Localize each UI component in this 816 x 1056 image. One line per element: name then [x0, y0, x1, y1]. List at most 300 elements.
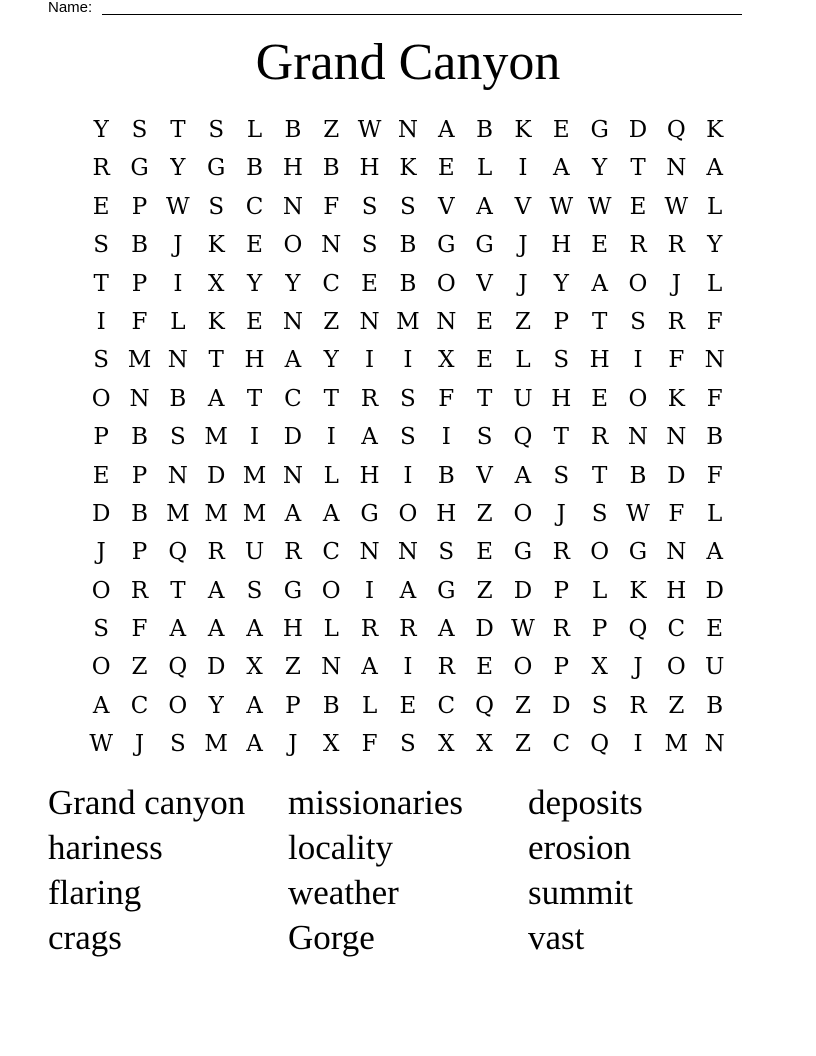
- grid-cell[interactable]: J: [671, 270, 681, 297]
- grid-cell[interactable]: R: [590, 424, 609, 451]
- grid-cell[interactable]: B: [399, 270, 417, 297]
- grid-cell[interactable]: K: [514, 117, 532, 143]
- word-list-item: flaring: [48, 873, 142, 912]
- grid-cell[interactable]: F: [706, 308, 723, 335]
- grid-cell[interactable]: D: [628, 117, 648, 143]
- grid-cell[interactable]: Q: [513, 424, 533, 451]
- grid-cell[interactable]: F: [438, 385, 455, 412]
- grid-cell[interactable]: Y: [553, 270, 569, 297]
- grid-cell[interactable]: V: [437, 193, 455, 220]
- grid-cell[interactable]: X: [476, 731, 493, 758]
- grid-cell[interactable]: K: [706, 117, 724, 143]
- grid-cell[interactable]: E: [361, 270, 378, 297]
- grid-cell[interactable]: P: [131, 539, 148, 566]
- grid-cell[interactable]: N: [282, 193, 303, 220]
- grid-cell[interactable]: C: [437, 692, 456, 719]
- grid-cell[interactable]: B: [246, 155, 263, 182]
- grid-cell[interactable]: X: [591, 654, 608, 681]
- grid-cell[interactable]: I: [403, 347, 413, 374]
- grid-cell[interactable]: W: [166, 193, 190, 220]
- grid-cell[interactable]: P: [131, 193, 148, 220]
- grid-cell[interactable]: G: [590, 117, 609, 143]
- grid-cell[interactable]: T: [170, 117, 186, 143]
- grid-cell[interactable]: R: [207, 539, 225, 566]
- grid-cell[interactable]: K: [207, 232, 225, 259]
- grid-cell[interactable]: B: [437, 462, 455, 489]
- grid-cell[interactable]: T: [246, 385, 263, 412]
- grid-cell[interactable]: J: [288, 731, 298, 758]
- grid-cell[interactable]: L: [361, 692, 378, 719]
- grid-cell[interactable]: M: [204, 500, 228, 527]
- grid-cell[interactable]: I: [365, 347, 375, 374]
- grid-cell[interactable]: P: [285, 692, 301, 719]
- grid-cell[interactable]: E: [399, 692, 417, 719]
- grid-cell[interactable]: A: [514, 462, 532, 489]
- grid-cell[interactable]: N: [359, 308, 380, 335]
- grid-cell[interactable]: M: [396, 308, 420, 335]
- grid-cell[interactable]: M: [166, 500, 190, 527]
- grid-cell[interactable]: X: [323, 731, 340, 758]
- name-field-row: [48, 0, 742, 17]
- grid-cell[interactable]: V: [476, 462, 493, 489]
- grid-cell[interactable]: E: [476, 539, 493, 566]
- grid-cell[interactable]: W: [626, 500, 650, 527]
- grid-cell[interactable]: E: [476, 654, 493, 681]
- grid-cell[interactable]: C: [322, 539, 341, 566]
- grid-cell[interactable]: A: [246, 731, 263, 758]
- grid-cell[interactable]: G: [360, 500, 379, 527]
- grid-cell[interactable]: E: [591, 385, 609, 412]
- grid-cell[interactable]: E: [629, 193, 647, 220]
- grid-cell[interactable]: W: [89, 731, 113, 758]
- grid-cell[interactable]: O: [590, 539, 610, 566]
- grid-cell[interactable]: E: [591, 232, 609, 259]
- grid-cell[interactable]: T: [630, 155, 646, 182]
- grid-cell[interactable]: N: [129, 385, 150, 412]
- grid-cell[interactable]: O: [91, 385, 111, 412]
- grid-cell[interactable]: A: [246, 616, 263, 643]
- grid-cell[interactable]: K: [667, 385, 685, 412]
- grid-cell[interactable]: D: [91, 500, 111, 527]
- grid-cell[interactable]: N: [167, 462, 188, 489]
- grid-cell[interactable]: A: [361, 424, 378, 451]
- grid-cell[interactable]: H: [436, 500, 457, 527]
- grid-cell[interactable]: L: [707, 193, 723, 220]
- grid-cell[interactable]: R: [437, 654, 455, 681]
- grid-cell[interactable]: I: [365, 577, 375, 604]
- grid-cell[interactable]: A: [284, 500, 302, 527]
- grid-cell[interactable]: Z: [514, 731, 531, 758]
- grid-cell[interactable]: H: [589, 347, 610, 374]
- grid-cell[interactable]: E: [437, 155, 455, 182]
- grid-cell[interactable]: Y: [170, 155, 186, 182]
- grid-cell[interactable]: E: [92, 193, 110, 220]
- grid-cell[interactable]: A: [706, 539, 723, 566]
- grid-cell[interactable]: J: [96, 539, 106, 566]
- grid-cell[interactable]: H: [244, 347, 265, 374]
- grid-row: [82, 418, 734, 456]
- grid-cell[interactable]: N: [704, 347, 725, 374]
- grid-cell[interactable]: C: [322, 270, 341, 297]
- grid-cell[interactable]: B: [706, 424, 724, 451]
- grid-cell[interactable]: I: [441, 424, 451, 451]
- grid-cell[interactable]: I: [403, 654, 413, 681]
- grid-cell[interactable]: W: [664, 193, 689, 220]
- grid-cell[interactable]: T: [323, 385, 339, 412]
- grid-cell[interactable]: M: [242, 462, 267, 489]
- grid-cell[interactable]: F: [131, 308, 148, 335]
- grid-cell[interactable]: E: [246, 232, 263, 259]
- grid-cell[interactable]: K: [399, 155, 417, 182]
- grid-cell[interactable]: K: [207, 308, 225, 335]
- grid-cell[interactable]: Y: [208, 692, 224, 719]
- grid-cell[interactable]: Y: [323, 347, 339, 374]
- grid-cell[interactable]: Q: [475, 692, 495, 719]
- grid-cell[interactable]: I: [326, 424, 336, 451]
- grid-cell[interactable]: U: [513, 385, 533, 412]
- grid-cell[interactable]: Z: [323, 117, 340, 143]
- grid-cell[interactable]: W: [357, 117, 382, 143]
- grid-cell[interactable]: R: [130, 577, 149, 604]
- grid-cell[interactable]: S: [553, 347, 570, 374]
- grid-cell[interactable]: N: [359, 539, 380, 566]
- grid-cell[interactable]: R: [552, 539, 570, 566]
- grid-cell[interactable]: F: [668, 500, 685, 527]
- grid-cell[interactable]: O: [91, 654, 111, 681]
- grid-cell[interactable]: K: [629, 577, 647, 604]
- grid-cell[interactable]: E: [706, 616, 724, 643]
- grid-cell[interactable]: A: [207, 385, 225, 412]
- grid-cell[interactable]: I: [173, 270, 183, 297]
- grid-cell[interactable]: I: [633, 347, 643, 374]
- grid-cell[interactable]: G: [130, 155, 149, 182]
- grid-cell[interactable]: Y: [246, 270, 263, 297]
- grid-cell[interactable]: N: [321, 232, 342, 259]
- grid-cell[interactable]: H: [551, 232, 572, 259]
- grid-cell[interactable]: Z: [284, 654, 301, 681]
- grid-cell[interactable]: M: [204, 424, 228, 451]
- grid-cell[interactable]: Z: [323, 308, 340, 335]
- grid-cell[interactable]: B: [322, 692, 340, 719]
- grid-cell[interactable]: B: [131, 500, 148, 527]
- grid-cell[interactable]: N: [397, 117, 418, 143]
- grid-cell[interactable]: Z: [514, 692, 531, 719]
- grid-cell[interactable]: J: [556, 500, 566, 527]
- grid-cell[interactable]: A: [706, 155, 723, 182]
- grid-cell[interactable]: A: [399, 577, 417, 604]
- grid-cell[interactable]: N: [666, 155, 687, 182]
- grid-cell[interactable]: A: [437, 117, 455, 143]
- grid-cell[interactable]: C: [245, 193, 264, 220]
- grid-cell[interactable]: M: [204, 731, 228, 758]
- grid-cell[interactable]: Q: [168, 539, 188, 566]
- grid-cell[interactable]: P: [131, 462, 148, 489]
- grid-cell[interactable]: D: [475, 616, 494, 643]
- grid-cell[interactable]: F: [131, 616, 148, 643]
- grid-cell[interactable]: S: [169, 424, 186, 451]
- grid-cell[interactable]: Q: [590, 731, 610, 758]
- grid-cell[interactable]: T: [591, 462, 608, 489]
- grid-cell[interactable]: F: [361, 731, 378, 758]
- grid-cell[interactable]: C: [552, 731, 571, 758]
- grid-cell[interactable]: M: [127, 347, 152, 374]
- grid-cell[interactable]: R: [360, 616, 379, 643]
- grid-cell[interactable]: S: [93, 232, 110, 259]
- grid-cell[interactable]: H: [359, 462, 380, 489]
- grid-cell[interactable]: S: [630, 308, 646, 335]
- grid-cell[interactable]: H: [359, 155, 380, 182]
- grid-cell[interactable]: O: [513, 500, 533, 527]
- grid-cell[interactable]: B: [629, 462, 647, 489]
- grid-cell[interactable]: V: [514, 193, 532, 220]
- grid-cell[interactable]: B: [322, 155, 340, 182]
- grid-cell[interactable]: P: [553, 308, 570, 335]
- grid-cell[interactable]: B: [706, 692, 724, 719]
- grid-cell[interactable]: B: [131, 232, 148, 259]
- grid-cell[interactable]: Q: [168, 654, 188, 681]
- grid-cell[interactable]: A: [552, 155, 570, 182]
- grid-cell[interactable]: O: [283, 232, 303, 259]
- grid-cell[interactable]: N: [397, 539, 418, 566]
- grid-cell[interactable]: C: [667, 616, 686, 643]
- grid-cell[interactable]: H: [666, 577, 687, 604]
- grid-cell[interactable]: J: [633, 654, 643, 681]
- grid-cell[interactable]: A: [207, 616, 225, 643]
- grid-cell[interactable]: D: [667, 462, 686, 489]
- grid-cell[interactable]: I: [96, 308, 106, 335]
- grid-cell[interactable]: Y: [592, 155, 608, 182]
- grid-cell[interactable]: W: [587, 193, 612, 220]
- grid-cell[interactable]: A: [246, 692, 263, 719]
- grid-cell[interactable]: A: [476, 193, 493, 220]
- grid-cell[interactable]: N: [282, 308, 303, 335]
- grid-cell[interactable]: R: [399, 616, 417, 643]
- grid-cell[interactable]: D: [552, 692, 571, 719]
- grid-cell[interactable]: V: [476, 270, 493, 297]
- grid-cell[interactable]: O: [628, 385, 648, 412]
- grid-cell[interactable]: J: [518, 232, 528, 259]
- grid-cell[interactable]: L: [323, 462, 339, 489]
- grid-cell[interactable]: L: [170, 308, 186, 335]
- grid-cell[interactable]: S: [246, 577, 263, 604]
- grid-cell[interactable]: C: [284, 385, 302, 412]
- grid-cell[interactable]: S: [208, 193, 225, 220]
- grid-cell[interactable]: P: [553, 654, 570, 681]
- grid-cell[interactable]: Y: [707, 232, 723, 259]
- grid-cell[interactable]: Z: [514, 308, 531, 335]
- grid-row: [82, 265, 734, 303]
- grid-cell[interactable]: L: [592, 577, 608, 604]
- grid-cell[interactable]: S: [438, 539, 455, 566]
- grid-cell[interactable]: F: [668, 347, 685, 374]
- grid-cell[interactable]: F: [706, 462, 723, 489]
- grid-cell[interactable]: N: [282, 462, 303, 489]
- grid-cell[interactable]: T: [208, 347, 224, 374]
- word-list-item: Gorge: [288, 918, 375, 957]
- grid-cell[interactable]: I: [633, 731, 643, 758]
- grid-cell[interactable]: D: [705, 577, 724, 604]
- grid-cell[interactable]: E: [552, 117, 570, 143]
- grid-cell[interactable]: G: [207, 155, 226, 182]
- grid-row: [82, 226, 734, 264]
- grid-cell[interactable]: S: [553, 462, 570, 489]
- grid-cell[interactable]: G: [628, 539, 648, 566]
- grid-cell[interactable]: G: [475, 232, 494, 259]
- grid-cell[interactable]: B: [399, 232, 417, 259]
- grid-cell[interactable]: C: [130, 692, 149, 719]
- grid-cell[interactable]: X: [438, 731, 455, 758]
- grid-cell[interactable]: I: [403, 462, 413, 489]
- grid-cell[interactable]: B: [284, 117, 302, 143]
- grid-cell[interactable]: D: [283, 424, 303, 451]
- grid-cell[interactable]: N: [666, 539, 687, 566]
- grid-cell[interactable]: Y: [93, 117, 109, 143]
- grid-cell[interactable]: S: [476, 424, 493, 451]
- grid-cell[interactable]: A: [207, 577, 225, 604]
- grid-cell[interactable]: S: [400, 193, 416, 220]
- grid-cell[interactable]: S: [400, 385, 416, 412]
- grid-cell[interactable]: R: [629, 692, 647, 719]
- grid-cell[interactable]: G: [283, 577, 303, 604]
- grid-cell[interactable]: E: [476, 308, 493, 335]
- grid-cell[interactable]: B: [169, 385, 187, 412]
- grid-cell[interactable]: L: [515, 347, 531, 374]
- grid-cell[interactable]: B: [131, 424, 148, 451]
- grid-cell[interactable]: R: [667, 308, 685, 335]
- grid-cell[interactable]: Q: [666, 117, 686, 143]
- grid-cell[interactable]: R: [92, 155, 110, 182]
- grid-cell[interactable]: Z: [476, 577, 493, 604]
- grid-cell[interactable]: B: [476, 117, 494, 143]
- grid-cell[interactable]: N: [704, 731, 725, 758]
- grid-cell[interactable]: O: [398, 500, 418, 527]
- grid-cell[interactable]: Z: [476, 500, 493, 527]
- grid-cell[interactable]: O: [91, 577, 111, 604]
- grid-cell[interactable]: S: [93, 347, 110, 374]
- grid-cell[interactable]: U: [244, 539, 265, 566]
- grid-cell[interactable]: L: [707, 500, 723, 527]
- grid-cell[interactable]: T: [170, 577, 186, 604]
- grid-cell[interactable]: N: [436, 308, 457, 335]
- grid-cell[interactable]: G: [437, 577, 456, 604]
- grid-cell[interactable]: M: [664, 731, 689, 758]
- grid-cell[interactable]: N: [627, 424, 649, 451]
- grid-cell[interactable]: A: [284, 347, 302, 374]
- grid-cell[interactable]: X: [208, 270, 225, 297]
- grid-cell[interactable]: R: [552, 616, 570, 643]
- grid-cell[interactable]: A: [591, 270, 608, 297]
- grid-cell[interactable]: X: [246, 654, 263, 681]
- grid-row: [82, 533, 734, 571]
- word-list-item: Grand canyon: [48, 783, 246, 822]
- grid-cell[interactable]: L: [323, 616, 339, 643]
- grid-cell[interactable]: Y: [285, 270, 301, 297]
- grid-cell[interactable]: O: [513, 654, 533, 681]
- grid-cell[interactable]: G: [513, 539, 533, 566]
- grid-cell[interactable]: N: [167, 347, 188, 374]
- grid-cell[interactable]: L: [476, 155, 493, 182]
- grid-cell[interactable]: T: [93, 270, 109, 297]
- grid-cell[interactable]: F: [706, 385, 723, 412]
- grid-cell[interactable]: N: [666, 424, 687, 451]
- grid-cell[interactable]: J: [134, 731, 145, 758]
- grid-cell[interactable]: Z: [131, 654, 148, 681]
- grid-cell[interactable]: E: [476, 347, 493, 374]
- grid-cell[interactable]: U: [704, 654, 725, 681]
- grid-cell[interactable]: I: [518, 155, 528, 182]
- grid-cell[interactable]: R: [360, 385, 379, 412]
- grid-cell[interactable]: X: [438, 347, 455, 374]
- grid-cell[interactable]: R: [284, 539, 302, 566]
- grid-cell[interactable]: S: [361, 232, 378, 259]
- grid-cell[interactable]: S: [169, 731, 186, 758]
- grid-cell[interactable]: J: [173, 232, 183, 259]
- grid-cell[interactable]: I: [250, 424, 260, 451]
- grid-cell[interactable]: A: [169, 616, 187, 643]
- grid-row: [82, 610, 734, 648]
- grid-cell[interactable]: A: [361, 654, 378, 681]
- grid-cell[interactable]: A: [437, 616, 455, 643]
- grid-cell[interactable]: D: [513, 577, 533, 604]
- grid-cell[interactable]: E: [92, 462, 110, 489]
- grid-cell[interactable]: S: [591, 500, 608, 527]
- grid-cell[interactable]: P: [131, 270, 148, 297]
- grid-cell[interactable]: L: [246, 117, 263, 143]
- grid-cell[interactable]: O: [321, 577, 341, 604]
- grid-cell[interactable]: S: [361, 193, 378, 220]
- grid-cell[interactable]: W: [511, 616, 535, 643]
- grid-cell[interactable]: D: [206, 654, 226, 681]
- grid-cell[interactable]: O: [666, 654, 686, 681]
- grid-cell[interactable]: H: [282, 155, 303, 182]
- grid-cell[interactable]: S: [131, 117, 148, 143]
- grid-row: [82, 380, 734, 418]
- name-underline[interactable]: [102, 14, 742, 15]
- grid-cell[interactable]: D: [206, 462, 226, 489]
- grid-cell[interactable]: H: [282, 616, 303, 643]
- grid-cell[interactable]: J: [518, 270, 528, 297]
- grid-cell[interactable]: F: [323, 193, 340, 220]
- grid-cell[interactable]: O: [168, 692, 188, 719]
- grid-cell[interactable]: R: [667, 232, 685, 259]
- grid-cell[interactable]: O: [628, 270, 648, 297]
- grid-cell[interactable]: S: [591, 692, 608, 719]
- grid-cell[interactable]: L: [707, 270, 723, 297]
- grid-cell[interactable]: S: [400, 424, 416, 451]
- grid-cell[interactable]: P: [553, 577, 570, 604]
- grid-cell[interactable]: A: [92, 692, 110, 719]
- grid-cell[interactable]: S: [93, 616, 110, 643]
- grid-cell[interactable]: N: [321, 654, 342, 681]
- grid-cell[interactable]: Z: [668, 692, 685, 719]
- grid-cell[interactable]: P: [93, 424, 109, 451]
- grid-cell[interactable]: M: [242, 500, 267, 527]
- grid-cell[interactable]: A: [322, 500, 340, 527]
- grid-cell[interactable]: E: [246, 308, 263, 335]
- grid-cell[interactable]: T: [553, 424, 569, 451]
- grid-cell[interactable]: G: [437, 232, 456, 259]
- grid-cell[interactable]: S: [208, 117, 225, 143]
- grid-cell[interactable]: Q: [628, 616, 648, 643]
- grid-cell[interactable]: T: [476, 385, 493, 412]
- grid-cell[interactable]: H: [551, 385, 572, 412]
- grid-cell[interactable]: O: [436, 270, 456, 297]
- grid-cell[interactable]: R: [629, 232, 647, 259]
- grid-cell[interactable]: S: [400, 731, 416, 758]
- grid-cell[interactable]: T: [591, 308, 608, 335]
- grid-cell[interactable]: P: [591, 616, 608, 643]
- grid-cell[interactable]: W: [549, 193, 574, 220]
